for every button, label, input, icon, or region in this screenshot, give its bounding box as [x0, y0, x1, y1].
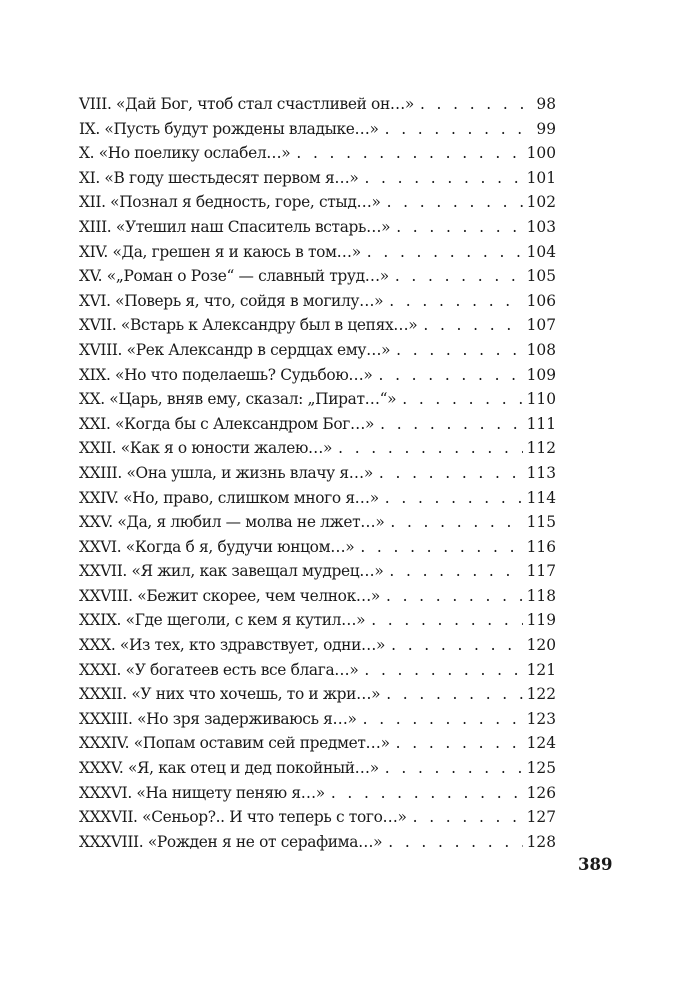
toc-entry	[79, 240, 556, 265]
toc-entry-page: 123	[526, 709, 556, 728]
dot-leader	[367, 240, 523, 265]
toc-entry-title: XI. «В году шестьдесят первом я…»	[79, 168, 359, 187]
toc-entry	[79, 559, 556, 584]
toc-entry-page: 122	[526, 685, 556, 704]
toc-entry	[79, 658, 556, 683]
toc-entry-page: 108	[526, 340, 556, 359]
toc-entry-title: XIII. «Утешил наш Спаситель встарь…»	[79, 217, 391, 236]
dot-leader	[389, 559, 522, 584]
toc-entry-title: XXIII. «Она ушла, и жизнь влачу я…»	[79, 463, 373, 482]
toc-entry	[79, 805, 556, 830]
page-number: 389	[578, 855, 613, 874]
toc-entry-title: XXVI. «Когда б я, будучи юнцом…»	[79, 537, 355, 556]
dot-leader	[379, 363, 523, 388]
dot-leader	[390, 510, 522, 535]
toc-entry-page: 126	[526, 783, 556, 802]
toc-entry	[79, 608, 556, 633]
dot-leader	[379, 461, 523, 486]
toc-entry	[79, 830, 556, 855]
toc-entry-title: XXVIII. «Бежит скорее, чем челнок…»	[79, 586, 380, 605]
toc-entry-page: 119	[526, 611, 556, 630]
dot-leader	[338, 436, 522, 461]
toc-entry-title: XVIII. «Рек Александр в сердцах ему…»	[79, 340, 391, 359]
dot-leader	[423, 313, 522, 338]
toc-entry-page: 114	[526, 488, 556, 507]
toc-entry	[79, 264, 556, 289]
toc-entry-page: 121	[526, 660, 556, 679]
toc-entry	[79, 731, 556, 756]
toc-entry	[79, 436, 556, 461]
toc-entry-page: 101	[526, 168, 556, 187]
toc-entry-title: XXXVI. «На нищету пеняю я…»	[79, 783, 325, 802]
dot-leader	[396, 731, 523, 756]
dot-leader	[360, 535, 522, 560]
toc-entry-page: 104	[526, 242, 556, 261]
toc-entry	[79, 756, 556, 781]
dot-leader	[385, 486, 523, 511]
toc-entry-title: XVI. «Поверь я, что, сойдя в могилу…»	[79, 291, 384, 310]
toc-entry	[79, 486, 556, 511]
dot-leader	[387, 190, 523, 215]
toc-entry-page: 102	[526, 193, 556, 212]
dot-leader	[395, 264, 523, 289]
toc-entry-page: 111	[526, 414, 556, 433]
toc-entry-page: 105	[526, 267, 556, 286]
table-of-contents	[79, 92, 556, 854]
toc-entry	[79, 387, 556, 412]
dot-leader	[389, 289, 522, 314]
dot-leader	[371, 608, 522, 633]
dot-leader	[364, 166, 522, 191]
toc-entry-title: XXVII. «Я жил, как завещал мудрец…»	[79, 562, 384, 581]
toc-entry-title: IX. «Пусть будут рождены владыке…»	[79, 119, 379, 138]
toc-entry	[79, 781, 556, 806]
toc-entry-title: XX. «Царь, вняв ему, сказал: „Пират…“»	[79, 390, 397, 409]
dot-leader	[402, 387, 522, 412]
toc-entry-page: 100	[526, 144, 556, 163]
dot-leader	[420, 92, 526, 117]
toc-entry-page: 113	[526, 463, 556, 482]
toc-entry	[79, 584, 556, 609]
toc-entry-page: 128	[526, 832, 556, 851]
dot-leader	[388, 830, 522, 855]
toc-entry-page: 98	[536, 95, 556, 113]
toc-entry-title: XXX. «Из тех, кто здравствует, одни…»	[79, 636, 386, 655]
dot-leader	[386, 682, 522, 707]
toc-entry-page: 103	[526, 217, 556, 236]
dot-leader	[413, 805, 523, 830]
toc-entry-page: 120	[526, 636, 556, 655]
toc-entry	[79, 633, 556, 658]
toc-entry-title: XIX. «Но что поделаешь? Судьбою…»	[79, 365, 373, 384]
toc-entry-title: XXXIII. «Но зря задерживаюсь я…»	[79, 709, 357, 728]
toc-entry-title: XXXI. «У богатеев есть все блага…»	[79, 660, 359, 679]
toc-entry-title: XXXVII. «Сеньор?.. И что теперь с того…»	[79, 808, 407, 827]
toc-entry	[79, 510, 556, 535]
dot-leader	[391, 633, 523, 658]
toc-entry	[79, 412, 556, 437]
toc-entry-title: XV. «„Роман о Розе“ — славный труд…»	[79, 267, 389, 286]
toc-entry-page: 118	[526, 586, 556, 605]
toc-entry-title: XIV. «Да, грешен я и каюсь в том…»	[79, 242, 361, 261]
toc-entry-title: X. «Но поелику ослабел…»	[79, 144, 291, 163]
toc-entry-title: XVII. «Встарь к Александру был в цепях…»	[79, 316, 418, 335]
dot-leader	[396, 215, 522, 240]
toc-entry-page: 110	[526, 390, 556, 409]
toc-entry	[79, 313, 556, 338]
toc-entry-title: XII. «Познал я бедность, горе, стыд…»	[79, 193, 381, 212]
toc-entry-title: XXXIV. «Попам оставим сей предмет…»	[79, 734, 390, 753]
toc-entry	[79, 363, 556, 388]
toc-entry-page: 107	[526, 316, 556, 335]
toc-entry-page: 112	[526, 439, 556, 458]
toc-entry	[79, 289, 556, 314]
toc-entry-title: XXIV. «Но, право, слишком много я…»	[79, 488, 379, 507]
toc-entry-title: XXXII. «У них что хочешь, то и жри…»	[79, 685, 381, 704]
toc-entry	[79, 461, 556, 486]
dot-leader	[363, 707, 523, 732]
toc-entry-title: XXXV. «Я, как отец и дед покойный…»	[79, 759, 379, 778]
toc-entry	[79, 190, 556, 215]
toc-entry-page: 117	[526, 562, 556, 581]
toc-entry-page: 124	[526, 734, 556, 753]
dot-leader	[385, 756, 523, 781]
dot-leader	[386, 584, 523, 609]
toc-entry	[79, 707, 556, 732]
toc-entry	[79, 338, 556, 363]
toc-entry-page: 109	[526, 365, 556, 384]
toc-entry	[79, 141, 556, 166]
toc-entry-title: XXI. «Когда бы с Александром Бог…»	[79, 414, 375, 433]
toc-entry	[79, 682, 556, 707]
toc-entry-title: XXII. «Как я о юности жалею…»	[79, 439, 333, 458]
toc-entry-page: 127	[526, 808, 556, 827]
toc-entry	[79, 117, 556, 142]
toc-entry	[79, 92, 556, 117]
toc-entry-title: VIII. «Дай Бог, чтоб стал счастливей он…»	[79, 95, 414, 113]
dot-leader	[396, 338, 522, 363]
dot-leader	[385, 117, 526, 142]
toc-entry-page: 106	[526, 291, 556, 310]
toc-entry	[79, 535, 556, 560]
toc-entry-page: 99	[536, 119, 556, 138]
dot-leader	[296, 141, 522, 166]
dot-leader	[331, 781, 523, 806]
toc-entry-page: 116	[526, 537, 556, 556]
dot-leader	[364, 658, 522, 683]
toc-entry-title: XXXVIII. «Рожден я не от серафима…»	[79, 832, 383, 851]
dot-leader	[380, 412, 522, 437]
toc-entry-page: 115	[526, 513, 556, 532]
toc-entry	[79, 215, 556, 240]
toc-entry	[79, 166, 556, 191]
toc-entry-title: XXIX. «Где щеголи, с кем я кутил…»	[79, 611, 366, 630]
toc-entry-title: XXV. «Да, я любил — молва не лжет…»	[79, 513, 385, 532]
toc-entry-page: 125	[526, 759, 556, 778]
